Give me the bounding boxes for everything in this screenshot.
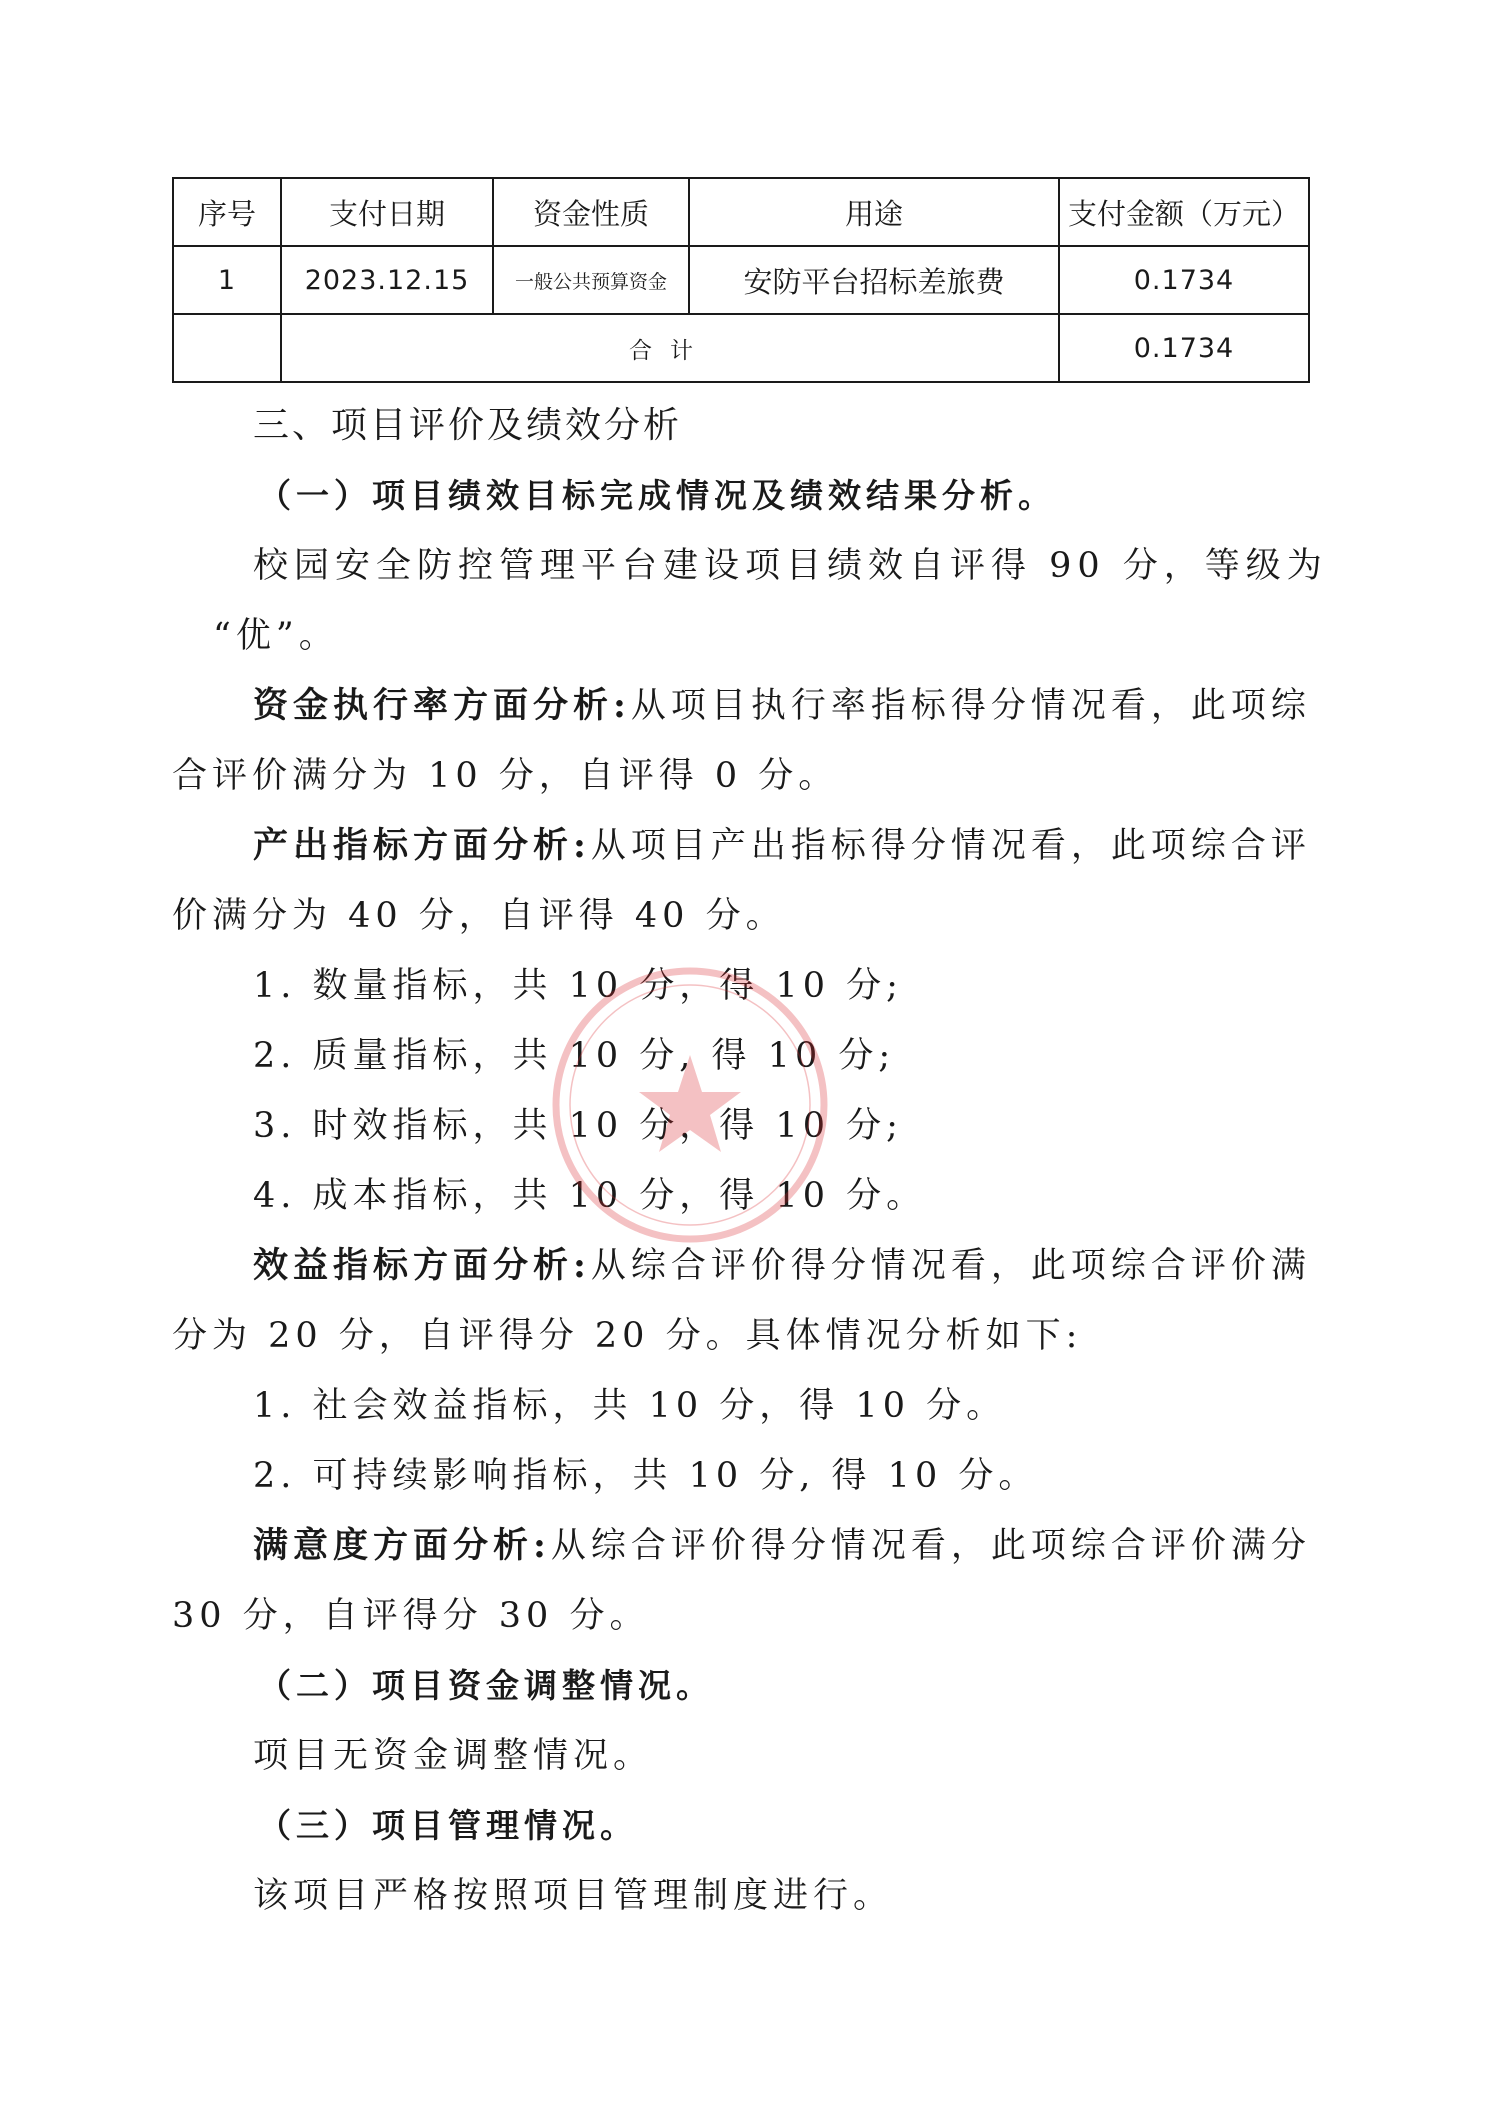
cell-amount: 0.1734	[1059, 246, 1309, 314]
header-use: 用途	[689, 178, 1059, 246]
output-text-1: 从项目产出指标得分情况看，此项综合评	[590, 826, 1311, 866]
output-item-3: 3. 时效指标，共 10 分，得 10 分;	[253, 1106, 903, 1146]
output-item-1: 1. 数量指标，共 10 分，得 10 分;	[253, 966, 903, 1006]
benefit-text-2: 分为 20 分，自评得分 20 分。具体情况分析如下:	[172, 1316, 1083, 1356]
header-seq: 序号	[173, 178, 281, 246]
cell-seq: 1	[173, 246, 281, 314]
fund-exec-paragraph-line-1	[253, 683, 1311, 729]
benefit-item-2: 2. 可持续影响指标，共 10 分, 得 10 分。	[253, 1456, 1039, 1496]
table-row	[173, 246, 1309, 314]
table-total-row	[173, 314, 1309, 382]
benefit-label: 效益指标方面分析:	[253, 1245, 591, 1286]
benefit-text-1: 从综合评价得分情况看，此项综合评价满	[590, 1246, 1311, 1286]
cell-empty	[173, 314, 281, 382]
satisfaction-text-2: 30 分，自评得分 30 分。	[172, 1596, 650, 1636]
cell-date: 2023.12.15	[281, 246, 493, 314]
output-text-2: 价满分为 40 分，自评得 40 分。	[172, 896, 786, 936]
total-label: 合计	[281, 314, 1059, 382]
output-paragraph-line-1	[253, 823, 1311, 869]
table-header-row	[173, 178, 1309, 246]
satisfaction-text-1: 从综合评价得分情况看，此项综合评价满分	[550, 1526, 1311, 1566]
subsection-heading-3: （三）项目管理情况。	[258, 1806, 638, 1845]
cell-fund-type: 一般公共预算资金	[493, 246, 689, 314]
output-label: 产出指标方面分析:	[253, 825, 591, 866]
section-heading: 三、项目评价及绩效分析	[253, 405, 683, 446]
cell-use: 安防平台招标差旅费	[689, 246, 1059, 314]
total-amount: 0.1734	[1059, 314, 1309, 382]
overall-score-line-2: “优”。	[213, 616, 339, 656]
subsection-heading-1: （一）项目绩效目标完成情况及绩效结果分析。	[258, 476, 1056, 515]
fund-adjustment-text: 项目无资金调整情况。	[253, 1736, 654, 1776]
header-amount: 支付金额（万元）	[1059, 178, 1309, 246]
satisfaction-paragraph-line-1	[253, 1523, 1311, 1569]
benefit-paragraph-line-1	[253, 1243, 1311, 1289]
output-item-2: 2. 质量指标，共 10 分, 得 10 分;	[253, 1036, 896, 1076]
fund-exec-label: 资金执行率方面分析:	[253, 685, 631, 726]
subsection-heading-2: （二）项目资金调整情况。	[258, 1666, 714, 1705]
header-fund-type: 资金性质	[493, 178, 689, 246]
benefit-item-1: 1. 社会效益指标，共 10 分，得 10 分。	[253, 1386, 1007, 1426]
management-text: 该项目严格按照项目管理制度进行。	[253, 1876, 894, 1916]
overall-score-line-1: 校园安全防控管理平台建设项目绩效自评得 90 分，等级为	[253, 546, 1328, 586]
payment-table	[172, 177, 1310, 383]
output-item-4: 4. 成本指标，共 10 分，得 10 分。	[253, 1176, 927, 1216]
header-date: 支付日期	[281, 178, 493, 246]
fund-exec-text-1: 从项目执行率指标得分情况看，此项综	[630, 686, 1311, 726]
satisfaction-label: 满意度方面分析:	[253, 1525, 551, 1566]
fund-exec-text-2: 合评价满分为 10 分，自评得 0 分。	[172, 756, 839, 796]
